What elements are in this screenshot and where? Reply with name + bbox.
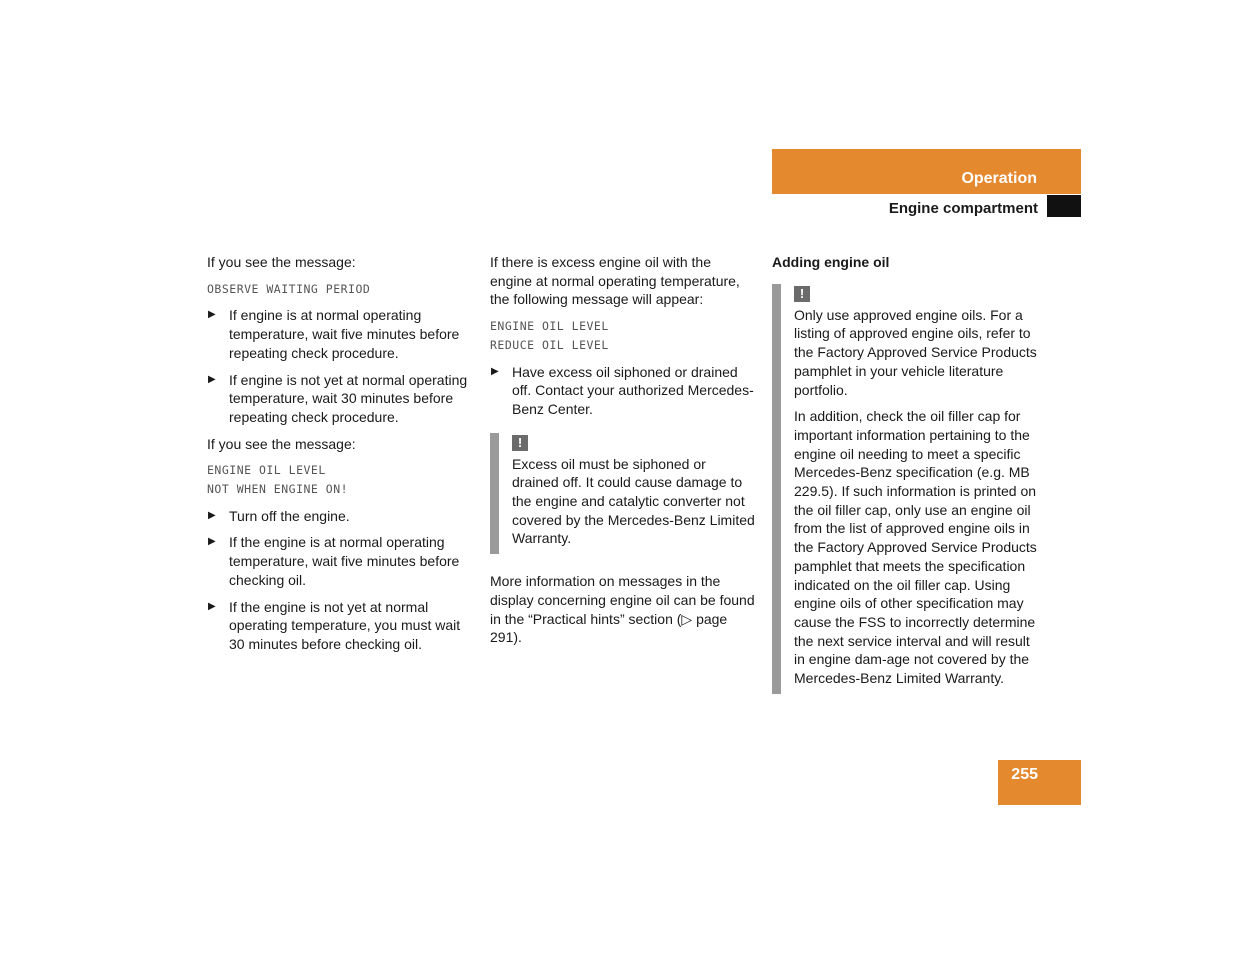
message-line: REDUCE OIL LEVEL [490,337,609,352]
instruction-item [207,507,472,526]
instruction-item [490,363,755,419]
instruction-text: If engine is at normal operating temperature, wait five minutes before repeating check procedure. [229,307,460,361]
display-message [490,317,755,354]
note-text: In addition, check the oil filler cap for important information pertaining to the engine oil needing to meet a specific Mercedes-Benz specification (e.g. MB 229.5). If such information is printed on the oil filler cap, only use an engine oil from the list of approved engine oils in the Factory Approved Service Products pamphlet that meets the specification indicated on the oil filler cap. Using engine oils of other specification may cause the FSS to incorrectly determine the next service interval and will result in engine dam-age not covered by the Mercedes-Benz Limited Warranty. [794,408,1037,687]
message-line: ENGINE OIL LEVEL [207,463,326,478]
section-heading: Adding engine oil [772,254,890,270]
instruction-text: If the engine is not yet at normal operating temperature, you must wait 30 minutes before checking oil. [229,598,461,652]
column-3 [772,253,1037,712]
instruction-text: If engine is not yet at normal operating temperature, wait 30 minutes before repeating check procedure. [229,371,468,425]
instruction-item [207,306,472,362]
section-tab-marker [1047,195,1081,217]
bullet-arrow-icon: ▶ [208,509,216,521]
column-2 [490,253,755,655]
message-line: NOT WHEN ENGINE ON! [207,482,349,497]
display-message [207,280,472,299]
note-bar [772,284,781,694]
note-text: Only use approved engine oils. For a listing of approved engine oils, refer to the Factory Approved Service Products pamphlet in your vehicle literature portfolio. [794,306,1037,398]
instruction-text: Turn off the engine. [229,507,350,524]
more-info-text: More information on messages in the display concerning engine oil can be found in the “Practical hints” section (▷ page 291). [490,573,755,646]
message-line: OBSERVE WAITING PERIOD [207,281,371,296]
message-line: ENGINE OIL LEVEL [490,319,609,334]
display-message [207,461,472,498]
instruction-text: If the engine is at normal operating temperature, wait five minutes before checking oil. [229,534,460,588]
intro-text: If there is excess engine oil with the engine at normal operating temperature, the following message will appear: [490,254,740,308]
note-bar [490,433,499,555]
instruction-item [207,598,472,654]
instruction-item [207,533,472,589]
note-text: Excess oil must be siphoned or drained off. It could cause damage to the engine and catalytic converter not covered by the Mercedes-Benz Limited Warranty. [512,455,755,547]
bullet-arrow-icon: ▶ [208,536,216,548]
exclamation-icon: ! [794,286,810,302]
intro-text: If you see the message: [207,435,356,452]
column-1 [207,253,472,662]
intro-text: If you see the message: [207,254,356,270]
instruction-text: Have excess oil siphoned or drained off. Contact your authorized Mercedes-Benz Center. [512,363,754,417]
page-number: 255 [1011,766,1038,783]
bullet-arrow-icon: ▶ [208,309,216,321]
bullet-arrow-icon: ▶ [208,373,216,385]
section-header [772,149,1081,194]
bullet-arrow-icon: ▶ [208,600,216,612]
subsection-title: Engine compartment [888,200,1038,217]
section-title: Operation [961,170,1037,187]
exclamation-icon: ! [512,435,528,451]
warning-note [772,284,1037,688]
bullet-arrow-icon: ▶ [491,365,499,377]
warning-note [490,433,755,549]
page-number-box [998,760,1081,805]
instruction-item [207,371,472,427]
